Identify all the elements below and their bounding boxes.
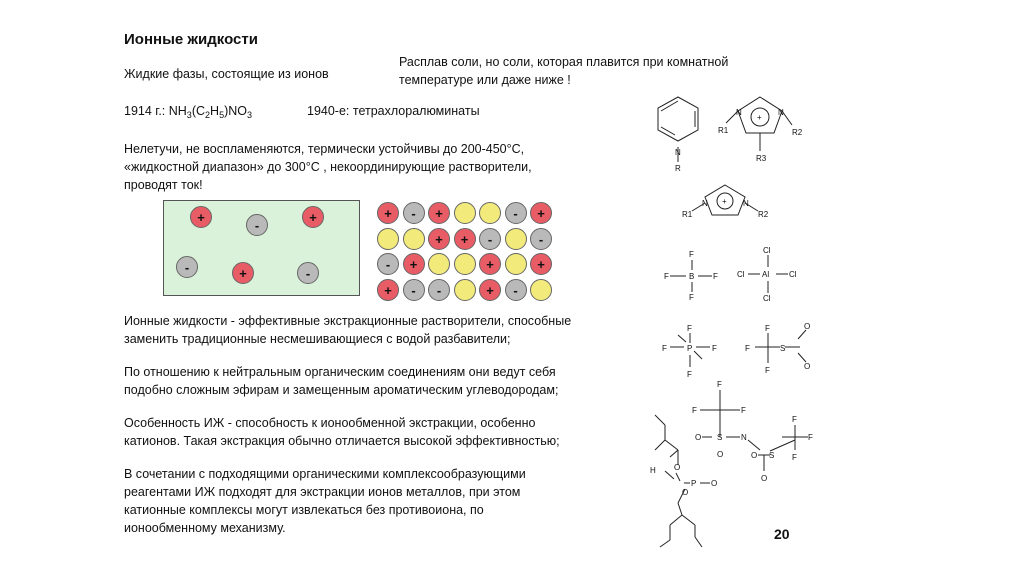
history-1914: 1914 г.: $NH_3(C_2H_5)NO_3$	[124, 104, 253, 120]
imidazolium-structure	[726, 97, 792, 151]
anion-ion: -	[403, 202, 425, 224]
para2-line1: По отношению к нейтральным органическим соединениям они ведут себя	[124, 365, 556, 379]
anion-ion: -	[505, 279, 527, 301]
chem-label: O	[695, 433, 702, 442]
melt-note-line1: Расплав соли, но соли, которая плавится при комнатной	[399, 55, 729, 69]
chemical-structures	[640, 85, 830, 555]
chem-label: R3	[756, 154, 767, 163]
chem-label: H	[650, 466, 656, 475]
chem-label: O	[682, 488, 689, 497]
cation-ion: +	[479, 279, 501, 301]
anion-ion: -	[297, 262, 319, 284]
para1-line2: заменить традиционные несмешивающиеся с водой разбавители;	[124, 332, 511, 346]
chem-label: O	[717, 450, 724, 459]
para3-line2: катионов. Такая экстракция обычно отличается высокой эффективностью;	[124, 434, 560, 448]
anion-ion: -	[246, 214, 268, 236]
para3-line1: Особенность ИЖ - способность к ионообменной экстракции, особенно	[124, 416, 536, 430]
neutral-molecule	[479, 202, 501, 224]
cation-ion: +	[530, 202, 552, 224]
chem-label: F	[662, 344, 667, 353]
chem-label: F	[717, 380, 722, 389]
neutral-molecule	[454, 279, 476, 301]
chem-label: Cl	[737, 270, 745, 279]
cation-ion: +	[428, 202, 450, 224]
para4-line1: В сочетании с подходящими органическими комплексообразующими	[124, 467, 526, 481]
cation-ion: +	[190, 206, 212, 228]
chem-label: F	[765, 366, 770, 375]
chem-label: P	[691, 479, 697, 488]
melt-note-line2: температуре или даже ниже !	[399, 73, 571, 87]
chem-label: F	[664, 272, 669, 281]
chem-label: +	[757, 113, 762, 122]
chem-label: N	[702, 199, 708, 208]
chem-label: F	[765, 324, 770, 333]
chem-label: R1	[682, 210, 693, 219]
neutral-molecule	[530, 279, 552, 301]
chem-label: F	[792, 415, 797, 424]
neutral-molecule	[428, 253, 450, 275]
neutral-molecule	[403, 228, 425, 250]
anion-ion: -	[428, 279, 450, 301]
chem-label: R1	[718, 126, 729, 135]
anion-ion: -	[377, 253, 399, 275]
chem-label: F	[792, 453, 797, 462]
chem-label: N	[743, 199, 749, 208]
anion-ion: -	[176, 256, 198, 278]
slide-title: Ионные жидкости	[124, 31, 258, 48]
neutral-molecule	[505, 228, 527, 250]
chem-label: O	[761, 474, 768, 483]
cation-ion: +	[232, 262, 254, 284]
d2ehpa-structure	[655, 415, 710, 547]
properties-line2: «жидкостной диапазон» до 300°С , некоординирующие растворители,	[124, 160, 532, 174]
chem-label: O	[751, 451, 758, 460]
chem-label: O	[804, 322, 811, 331]
chem-label: S	[717, 433, 723, 442]
neutral-molecule	[454, 253, 476, 275]
para2-line2: подобно сложным эфирам и замещенным ароматическим углеводородам;	[124, 383, 559, 397]
chem-label: S	[769, 451, 775, 460]
chem-label: R2	[758, 210, 769, 219]
neutral-molecule	[377, 228, 399, 250]
chem-label: N	[778, 108, 784, 117]
anion-ion: -	[403, 279, 425, 301]
neutral-molecule	[454, 202, 476, 224]
properties-line1: Нелетучи, не воспламеняются, термически устойчивы до 200-450°С,	[124, 142, 525, 156]
history-1940: 1940-е: тетрахлоралюминаты	[307, 104, 480, 118]
cation-ion: +	[454, 228, 476, 250]
chem-label: F	[712, 344, 717, 353]
chem-label: Cl	[763, 246, 771, 255]
anion-ion: -	[505, 202, 527, 224]
chem-label: F	[687, 324, 692, 333]
anion-ion: -	[479, 228, 501, 250]
para4-line3: катионные комплексы могут извлекаться без противоиона, по	[124, 503, 484, 517]
chem-label: F	[713, 272, 718, 281]
chem-label: N	[675, 148, 681, 157]
chem-label: F	[808, 433, 813, 442]
chem-label: O	[674, 463, 681, 472]
page-number: 20	[774, 526, 790, 542]
chem-label: F	[687, 370, 692, 379]
chem-label: F	[741, 406, 746, 415]
chem-label: R2	[792, 128, 803, 137]
chem-label: Al	[762, 270, 770, 279]
properties-line3: проводят ток!	[124, 178, 203, 192]
cation-ion: +	[302, 206, 324, 228]
cation-ion: +	[377, 279, 399, 301]
chem-label: N	[741, 433, 747, 442]
chem-label: +	[722, 197, 727, 206]
chem-label: Cl	[789, 270, 797, 279]
cation-ion: +	[377, 202, 399, 224]
chem-label: O	[804, 362, 811, 371]
ion-solution-grid	[373, 198, 553, 300]
chem-label: Cl	[763, 294, 771, 303]
cation-ion: +	[403, 253, 425, 275]
para4-line4: ионообменному механизму.	[124, 521, 286, 535]
chem-label: S	[780, 344, 786, 353]
subtitle: Жидкие фазы, состоящие из ионов	[124, 67, 329, 81]
chem-label: B	[689, 272, 695, 281]
chem-label: R	[675, 164, 681, 173]
para4-line2: реагентами ИЖ подходят для экстракции ионов металлов, при этом	[124, 485, 521, 499]
neutral-molecule	[505, 253, 527, 275]
chem-label: N	[736, 108, 742, 117]
chem-label: F	[689, 293, 694, 302]
cation-ion: +	[479, 253, 501, 275]
cation-ion: +	[428, 228, 450, 250]
para1-line1: Ионные жидкости - эффективные экстракционные растворители, способные	[124, 314, 572, 328]
cation-ion: +	[530, 253, 552, 275]
chem-label: F	[745, 344, 750, 353]
chem-label: P	[687, 344, 693, 353]
chem-label: F	[692, 406, 697, 415]
ionic-liquid-diagram	[163, 200, 360, 296]
anion-ion: -	[530, 228, 552, 250]
chem-label: O	[711, 479, 718, 488]
chem-label: F	[689, 250, 694, 259]
